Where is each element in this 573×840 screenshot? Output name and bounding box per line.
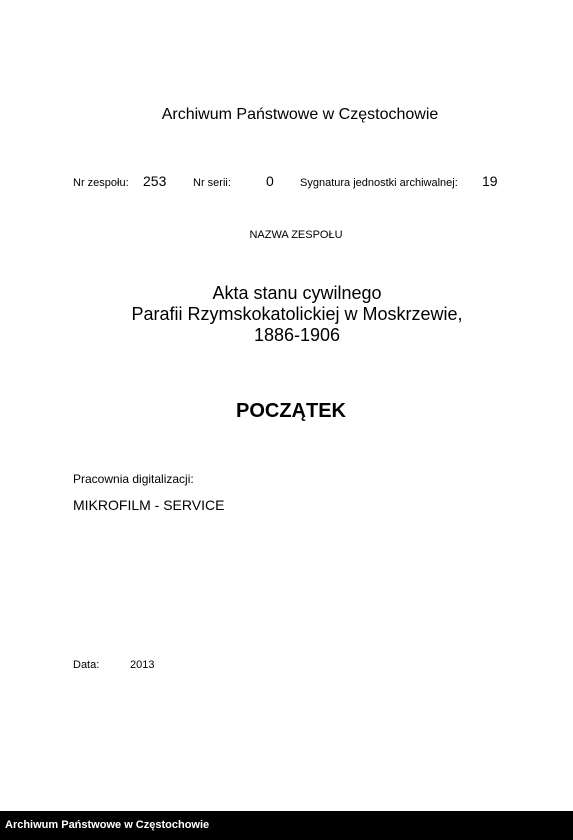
signature-value: 19 xyxy=(482,173,498,189)
fond-number-label: Nr zespołu: xyxy=(73,177,129,189)
fond-name-line: Akta stanu cywilnego xyxy=(212,283,382,303)
digitization-lab-value: MIKROFILM - SERVICE xyxy=(73,497,225,513)
fond-name-line: Parafii Rzymskokatolickiej w Moskrzewie, xyxy=(131,304,463,324)
archive-title: Archiwum Państwowe w Częstochowie xyxy=(161,106,439,123)
start-marker-title: POCZĄTEK xyxy=(236,400,346,422)
fond-number-value: 253 xyxy=(143,173,167,189)
series-number-value: 0 xyxy=(266,173,274,189)
date-label: Data: xyxy=(73,659,100,671)
series-number-label: Nr serii: xyxy=(193,177,231,189)
fond-name xyxy=(0,283,573,346)
footer-bar xyxy=(0,811,573,840)
signature-label: Sygnatura jednostki archiwalnej: xyxy=(300,177,458,189)
footer-archive-name: Archiwum Państwowe w Częstochowie xyxy=(5,819,210,831)
date-value: 2013 xyxy=(130,659,155,671)
fond-name-heading: NAZWA ZESPOŁU xyxy=(249,229,343,241)
digitization-lab-label: Pracownia digitalizacji: xyxy=(73,472,194,486)
fond-name-line: 1886-1906 xyxy=(253,325,341,345)
